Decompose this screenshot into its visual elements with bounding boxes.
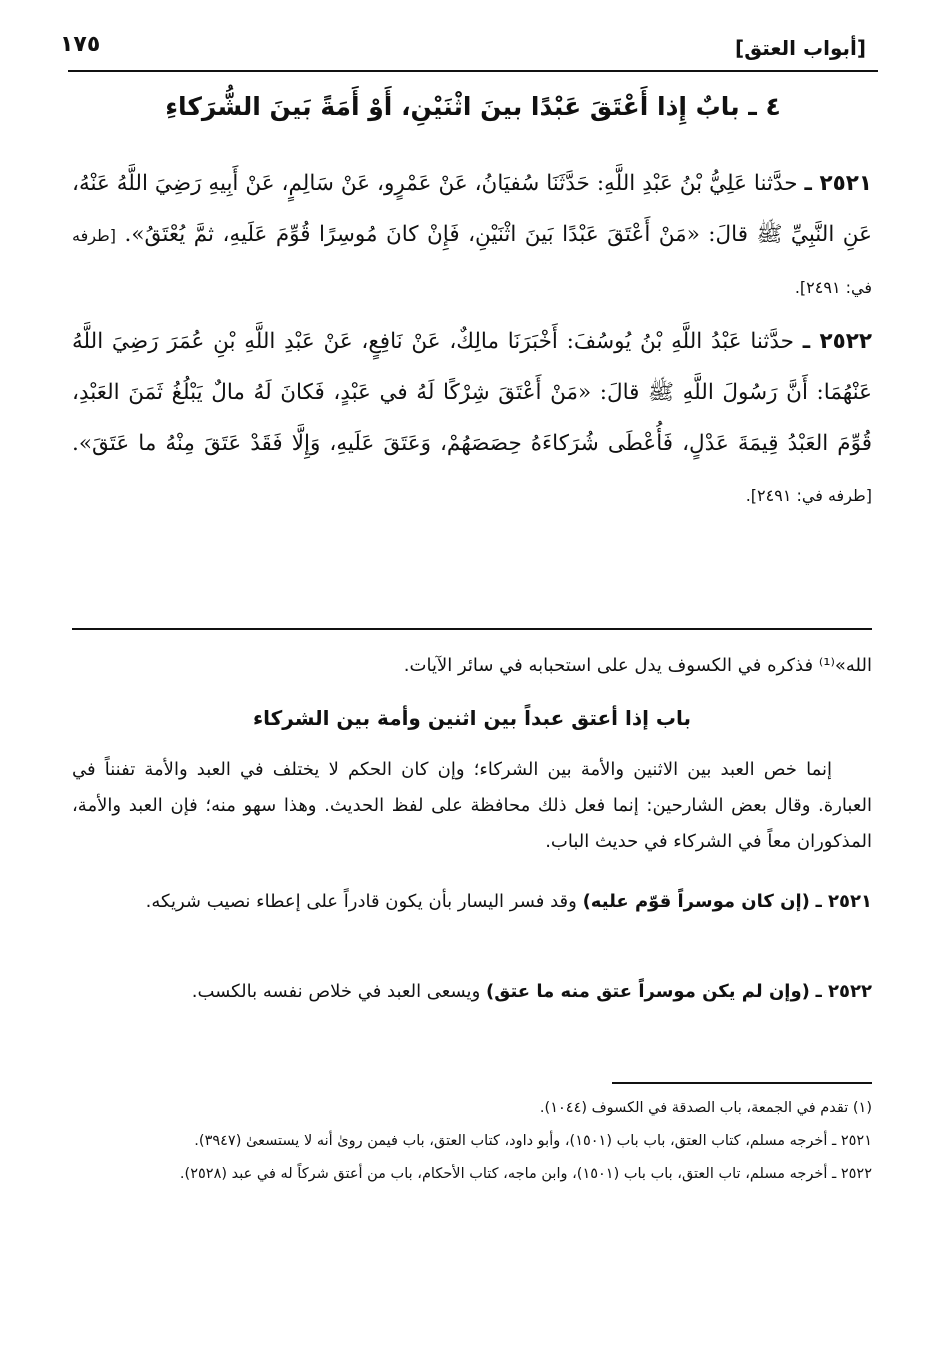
hadith-number: ٢٥٢١ ـ <box>804 171 872 196</box>
footnote-item: ٢٥٢٢ ـ أخرجه مسلم، تاب العتق، باب باب (١٥٠١)، وابن ماجه، كتاب الأحكام، باب من أعتق شركاً له في عبد (٢٥٢٨). <box>179 1166 872 1182</box>
hadith-2522 <box>72 316 872 521</box>
paragraph-number: ٢٥٢١ ـ <box>815 891 872 912</box>
hadith-reference: [طرفه في: ٢٤٩١]. <box>72 226 872 297</box>
chapter-heading: ٤ ـ بابٌ إِذا أَعْتَقَ عَبْدًا بينَ اثْنَيْنِ، أَوْ أَمَةً بَينَ الشُّرَكاءِ <box>165 92 781 121</box>
header-divider <box>68 70 878 72</box>
hadith-text: حدَّثنا عَبْدُ اللَّهِ بْنُ يُوسُفَ: أَخْبَرَنَا مالِكٌ، عَنْ نَافِعٍ، عَنْ عَبْدِ اللَّهِ بْنِ عُمَرَ رَضِيَ اللَّهُ عَنْهُمَا: أَنَّ رَسُولَ اللَّهِ ﷺ قالَ: «مَنْ أَعْتَقَ شِرْكًا لَهُ في عَبْدٍ، فَكانَ لَهُ مالٌ يَبْلُغُ ثَمَنَ العَبْدِ، قُوِّمَ العَبْدُ قِيمَةَ عَدْلٍ، فَأُعْطَى شُرَكاءَهُ حِصَصَهُمْ، وَعَتَقَ عَلَيهِ، وَإِلَّا فَقَدْ عَتَقَ مِنْهُ ما عَتَقَ». <box>72 329 872 456</box>
quoted-phrase: (إن كان موسراً قوّم عليه) <box>582 891 810 912</box>
paragraph-text: ويسعى العبد في خلاص نفسه بالكسب. <box>191 981 481 1002</box>
hadith-2521 <box>72 158 872 313</box>
commentary-continuation: الله»⁽¹⁾ فذكره في الكسوف يدل على استحبابه في سائر الآيات. <box>403 655 872 676</box>
footnote-divider <box>612 1082 872 1084</box>
page-number: ١٧٥ <box>60 32 101 57</box>
commentary-paragraph-2522 <box>72 974 872 1010</box>
running-header-title: [أبواب العتق] <box>735 36 866 60</box>
hadith-reference: [طرفه في: ٢٤٩١]. <box>745 486 872 505</box>
footnote-item: ٢٥٢١ ـ أخرجه مسلم، كتاب العتق، باب باب (١٥٠١)، وأبو داود، كتاب العتق، باب فيمن روىٰ أنه لا يستسعىٰ (٣٩٤٧). <box>194 1133 872 1149</box>
hadith-text: حدَّثنا عَلِيُّ بْنُ عَبْدِ اللَّهِ: حَدَّثَنَا سُفيَانُ، عَنْ عَمْرٍو، عَنْ سَالِمٍ، عَنْ أَبِيهِ رَضِيَ اللَّهُ عَنْهُ، عَنِ النَّبِيِّ ﷺ قالَ: «مَنْ أَعْتَقَ عَبْدًا بَينَ اثْنَيْنِ، فَإِنْ كانَ مُوسِرًا قُوِّمَ عَلَيهِ، ثمَّ يُعْتَقُ». <box>72 171 872 247</box>
commentary-divider <box>72 628 872 630</box>
paragraph-number: ٢٥٢٢ ـ <box>815 981 872 1002</box>
paragraph-text: وقد فسر اليسار بأن يكون قادراً على إعطاء نصيب شريكه. <box>145 891 577 912</box>
quoted-phrase: (وإن لم يكن موسراً عتق منه ما عتق) <box>486 981 810 1002</box>
commentary-paragraph-2521 <box>72 884 872 920</box>
commentary-heading: باب إذا أعتق عبداً بين اثنين وأمة بين الشركاء <box>252 706 692 730</box>
footnote-item: (١) تقدم في الجمعة، باب الصدقة في الكسوف (١٠٤٤). <box>539 1100 872 1116</box>
footnotes <box>72 1094 872 1193</box>
commentary-paragraph: إنما خص العبد بين الاثنين والأمة بين الشركاء؛ وإن كان الحكم لا يختلف في العبد والأمة تفنناً في العبارة. وقال بعض الشارحين: إنما فعل ذلك محافظة على لفظ الحديث. وهذا سهو منه؛ فإن العبد والأمة، المذكوران معاً في الشركاء في حديث الباب. <box>72 759 872 852</box>
hadith-number: ٢٥٢٢ ـ <box>802 329 873 354</box>
